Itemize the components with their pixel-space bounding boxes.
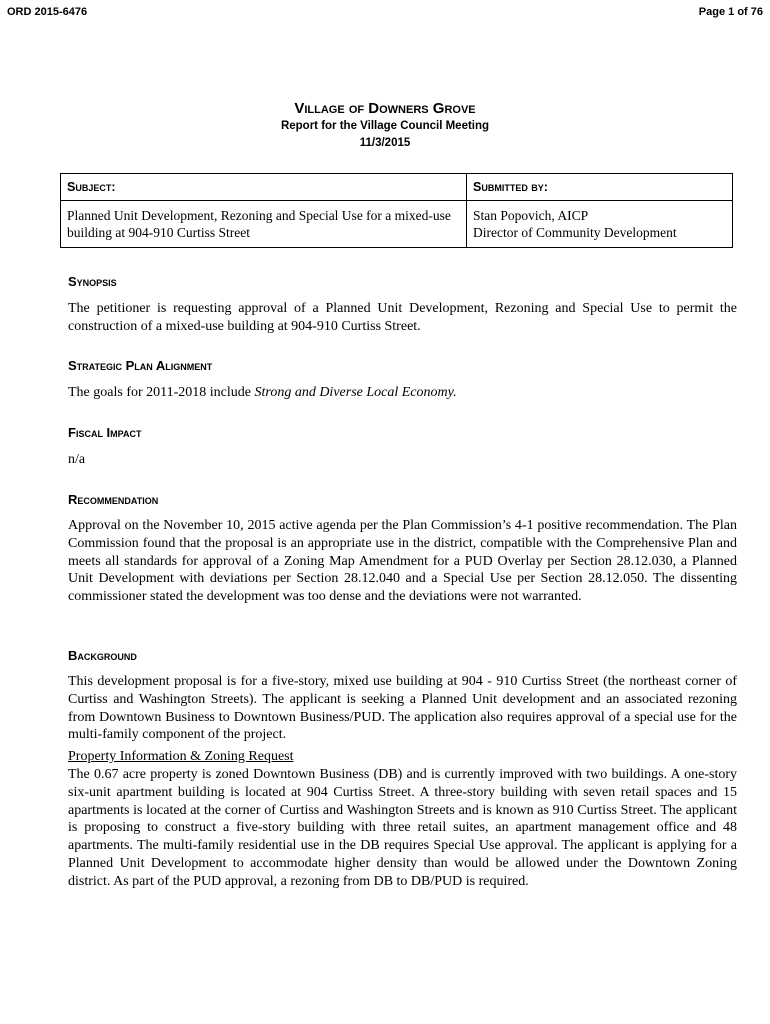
strategic-text-prefix: The goals for 2011-2018 include — [68, 385, 255, 400]
background-heading: Background — [68, 648, 137, 663]
page-number: Page 1 of 76 — [698, 6, 763, 18]
submitter-title: Director of Community Development — [473, 224, 677, 240]
strategic-text — [68, 384, 737, 402]
background-text: This development proposal is for a five-story, mixed use building at 904 - 910 Curtiss Street (the northeast corner of Curtiss and Washington Streets). The applicant is seeking a Planned Unit development and an associated rezoning from Downtown Business to Downtown Business/PUD. The application also requires approval of a special use for the multi-family component of the project. — [68, 674, 737, 743]
document-subtitle: Report for the Village Council Meeting — [280, 120, 490, 132]
submitter-cell — [467, 201, 733, 248]
synopsis-heading: Synopsis — [68, 274, 117, 289]
ord-number: ORD 2015-6476 — [7, 6, 88, 18]
strategic-section — [68, 358, 737, 402]
recommendation-heading: Recommendation — [68, 492, 159, 507]
title-block — [0, 99, 770, 152]
property-text: The 0.67 acre property is zoned Downtown Business (DB) and is currently improved with two buildings. A one-story six-unit apartment building is located at 904 Curtiss Street. A three-story building with seven retail spaces and 15 apartments is located at the corner of Curtiss and Washington Streets and is known as 910 Curtiss Street. The applicant is proposing to construct a five-story building with three retail suites, an apartment management office and 48 apartments. The multi-family residential use in the DB requires Special Use approval. The applicant is applying for a Planned Unit Development to accommodate higher density than would be allowed under the Downtown Zoning district. As part of the PUD approval, a rezoning from DB to DB/PUD is required. — [68, 766, 737, 889]
subject-text: Planned Unit Development, Rezoning and Special Use for a mixed-use building at 904-910 Curtiss Street — [61, 201, 467, 248]
strategic-goal: Strong and Diverse Local Economy. — [254, 385, 457, 400]
submitted-by-header: Submitted by: — [467, 174, 733, 201]
subject-header: Subject: — [61, 174, 467, 201]
fiscal-text: n/a — [68, 452, 86, 467]
synopsis-text: The petitioner is requesting approval of a Planned Unit Development, Rezoning and Special Use to permit the construction of a mixed-use building at 904-910 Curtiss Street. — [68, 301, 737, 334]
property-subheading-label: Property Information & Zoning Request — [68, 749, 294, 765]
meeting-date: 11/3/2015 — [359, 137, 411, 149]
recommendation-text: Approval on the November 10, 2015 active agenda per the Plan Commission’s 4-1 positive recommendation. The Plan Commission found that the proposal is an appropriate use in the district, compatible with the Comprehensive Plan and meets all standards for approval of a Zoning Map Amendment for a PUD Overlay per Section 28.12.030, a Planned Unit Development with deviations per Section 28.12.040 and a Special Use per Section 28.12.050. The dissenting commissioner stated the development was too dense and the deviations were not warranted. — [68, 518, 737, 605]
document-title: Village of Downers Grove — [294, 100, 476, 117]
synopsis-section — [68, 274, 737, 336]
property-subheading — [68, 748, 737, 766]
strategic-heading: Strategic Plan Alignment — [68, 358, 213, 373]
recommendation-section — [68, 492, 737, 606]
submitter-name: Stan Popovich, AICP — [473, 208, 589, 223]
fiscal-section — [68, 425, 737, 469]
subject-table — [60, 173, 733, 248]
background-section — [68, 648, 737, 891]
fiscal-heading: Fiscal Impact — [68, 425, 142, 440]
